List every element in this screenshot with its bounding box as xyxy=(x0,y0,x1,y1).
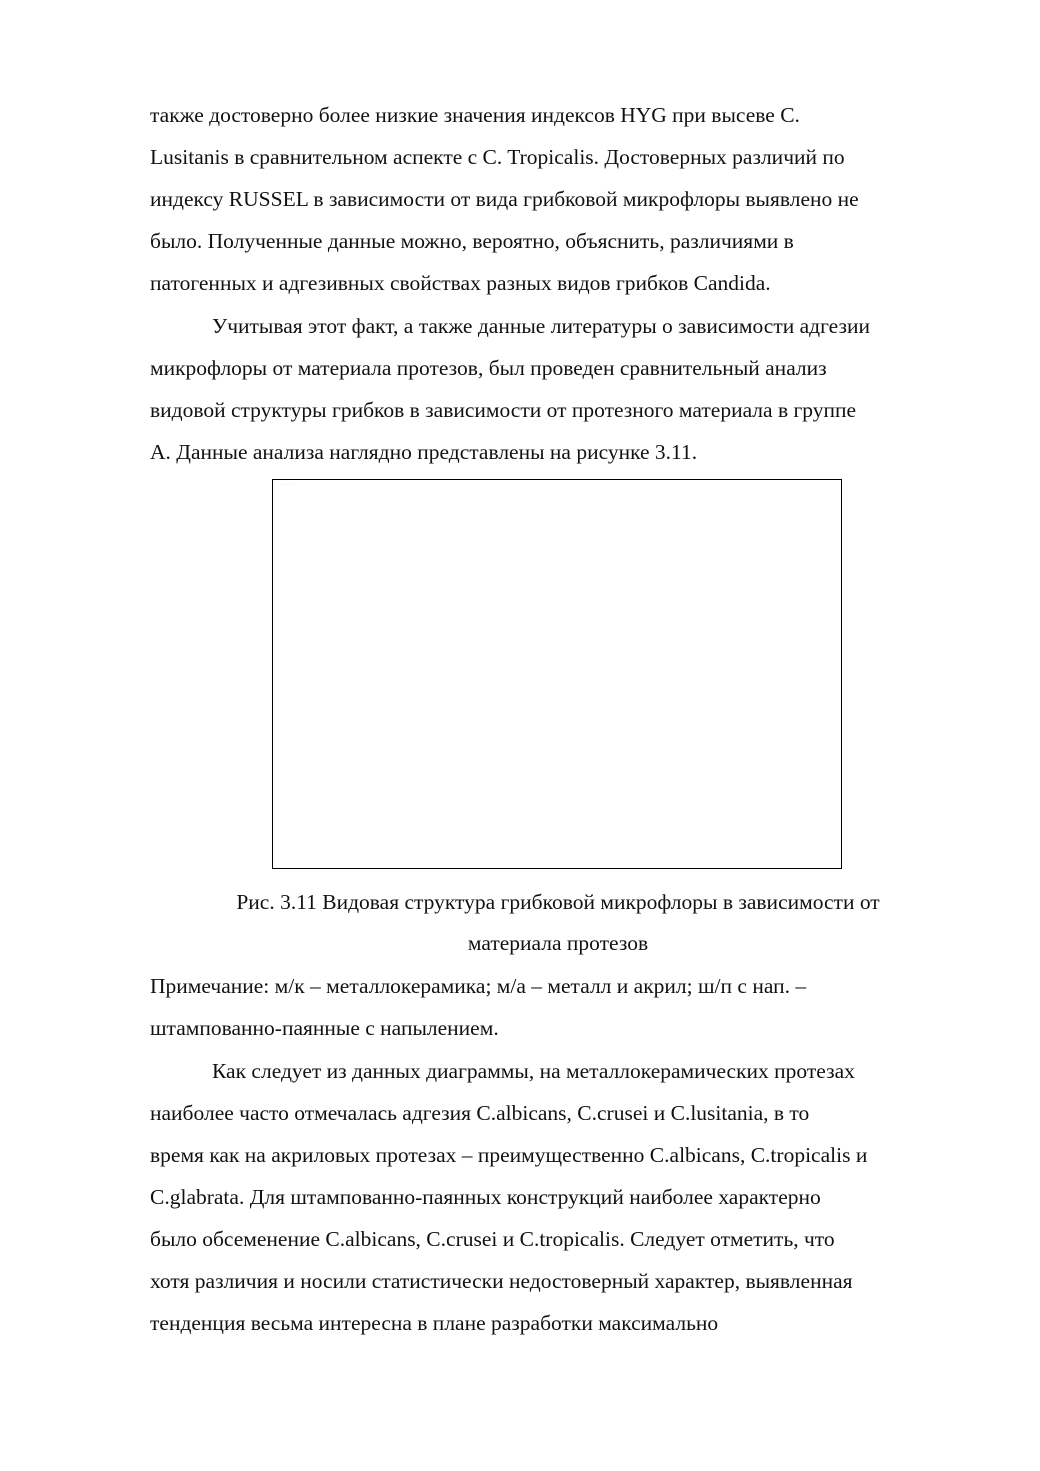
paragraph-3-line: время как на акриловых протезах – преимущественно C.albicans, C.tropicalis и xyxy=(150,1143,868,1167)
figure-caption-line: Рис. 3.11 Видовая структура грибковой микрофлоры в зависимости от xyxy=(236,890,880,914)
paragraph-2-line: микрофлоры от материала протезов, был проведен сравнительный анализ xyxy=(150,356,827,380)
paragraph-1-line: индексу RUSSEL в зависимости от вида грибковой микрофлоры выявлено не xyxy=(150,187,859,211)
paragraph-2-line: видовой структуры грибков в зависимости от протезного материала в группе xyxy=(150,398,857,422)
paragraph-1-line: Lusitanis в сравнительном аспекте с C. Tropicalis. Достоверных различий по xyxy=(150,145,845,169)
note-line: Примечание: м/к – металлокерамика; м/а – металл и акрил; ш/п с нап. – xyxy=(150,974,807,998)
paragraph-2-line: А. Данные анализа наглядно представлены на рисунке 3.11. xyxy=(150,440,698,464)
paragraph-1-line: было. Полученные данные можно, вероятно, объяснить, различиями в xyxy=(150,229,794,253)
figure-placeholder-mark: · · · · · · · · · · xyxy=(278,482,296,486)
note-line: штампованно-паянные с напылением. xyxy=(150,1016,499,1040)
paragraph-3-line: наиболее часто отмечалась адгезия C.albicans, C.crusei и C.lusitania, в то xyxy=(150,1101,810,1125)
paragraph-1-line: также достоверно более низкие значения индексов HYG при высеве C. xyxy=(150,103,800,127)
paragraph-3-line: тенденция весьма интересна в плане разработки максимально xyxy=(150,1311,719,1335)
paragraph-3-line: Как следует из данных диаграммы, на металлокерамических протезах xyxy=(212,1059,855,1083)
figure-caption-line: материала протезов xyxy=(467,931,649,955)
paragraph-3-line: было обсеменение C.albicans, C.crusei и C.tropicalis. Следует отметить, что xyxy=(150,1227,835,1251)
paragraph-1-line: патогенных и адгезивных свойствах разных видов грибков Candida. xyxy=(150,271,771,295)
paragraph-3-line: C.glabrata. Для штампованно-паянных конструкций наиболее характерно xyxy=(150,1185,821,1209)
paragraph-2-line: Учитывая этот факт, а также данные литературы о зависимости адгезии xyxy=(212,314,870,338)
figure-3-11-frame xyxy=(272,479,842,869)
paragraph-3-line: хотя различия и носили статистически недостоверный характер, выявленная xyxy=(150,1269,853,1293)
